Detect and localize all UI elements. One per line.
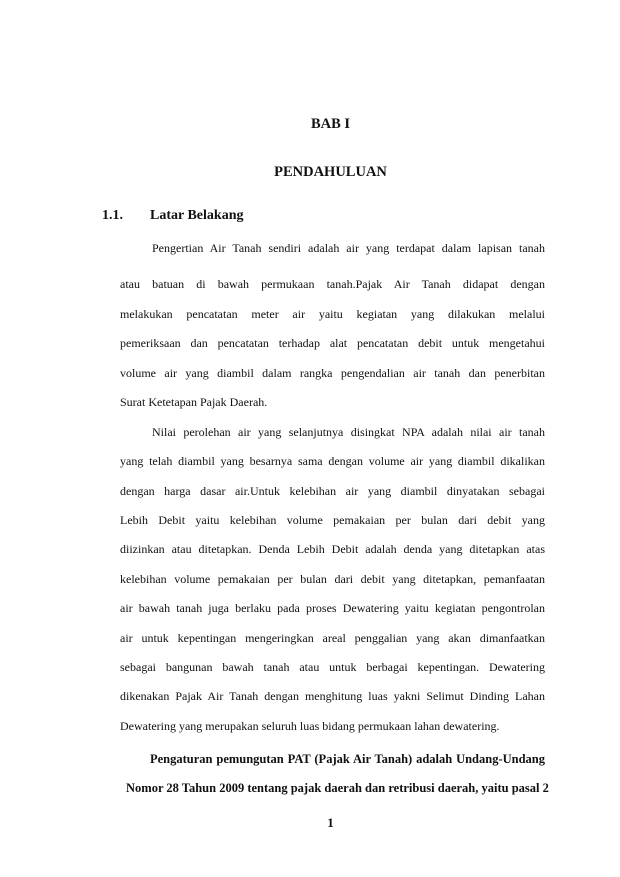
paragraph-2-line-8: air untuk kepentingan mengeringkan areal penggalian yang akan dimanfaatkan <box>120 631 545 645</box>
paragraph-1-line-3: melakukan pencatatan meter air yaitu kegiatan yang dilakukan melalui <box>120 307 545 321</box>
paragraph-2-line-6: kelebihan volume pemakaian per bulan dari debit yang ditetapkan, pemanfaatan <box>120 572 545 586</box>
paragraph-1-line-4: pemeriksaan dan pencatatan terhadap alat pencatatan debit untuk mengetahui <box>120 336 545 350</box>
page-number: 1 <box>327 815 334 830</box>
section-number: 1.1. <box>102 208 123 223</box>
paragraph-3-line-2: Nomor 28 Tahun 2009 tentang pajak daerah dan retribusi daerah, yaitu pasal 2 <box>126 781 549 795</box>
chapter-title: PENDAHULUAN <box>274 164 387 180</box>
paragraph-2-line-11: Dewatering yang merupakan seluruh luas bidang permukaan lahan dewatering. <box>120 719 500 733</box>
paragraph-1-line-6: Surat Ketetapan Pajak Daerah. <box>120 395 268 409</box>
paragraph-1-line-1: Pengertian Air Tanah sendiri adalah air yang terdapat dalam lapisan tanah <box>152 241 545 255</box>
section-title: Latar Belakang <box>150 208 244 223</box>
paragraph-1-line-5: volume air yang diambil dalam rangka pengendalian air tanah dan penerbitan <box>120 366 545 380</box>
paragraph-2-line-2: yang telah diambil yang besarnya sama dengan volume air yang diambil dikalikan <box>120 454 545 468</box>
paragraph-2-line-3: dengan harga dasar air.Untuk kelebihan air yang diambil dinyatakan sebagai <box>120 484 545 498</box>
paragraph-2-line-10: dikenakan Pajak Air Tanah dengan menghitung luas yakni Selimut Dinding Lahan <box>120 689 545 703</box>
paragraph-2-line-4: Lebih Debit yaitu kelebihan volume pemakaian per bulan dari debit yang <box>120 513 545 527</box>
paragraph-2-line-1: Nilai perolehan air yang selanjutnya disingkat NPA adalah nilai air tanah <box>152 425 545 439</box>
paragraph-1-line-2: atau batuan di bawah permukaan tanah.Pajak Air Tanah didapat dengan <box>120 277 545 291</box>
chapter-number: BAB I <box>310 116 351 132</box>
section-heading <box>102 208 243 224</box>
paragraph-2-line-5: diizinkan atau ditetapkan. Denda Lebih Debit adalah denda yang ditetapkan atas <box>120 542 545 556</box>
paragraph-3-line-1: Pengaturan pemungutan PAT (Pajak Air Tanah) adalah Undang-Undang <box>150 752 545 766</box>
paragraph-2-line-7: air bawah tanah juga berlaku pada proses Dewatering yaitu kegiatan pengontrolan <box>120 601 545 615</box>
paragraph-2-line-9: sebagai bangunan bawah tanah atau untuk berbagai kepentingan. Dewatering <box>120 660 545 674</box>
